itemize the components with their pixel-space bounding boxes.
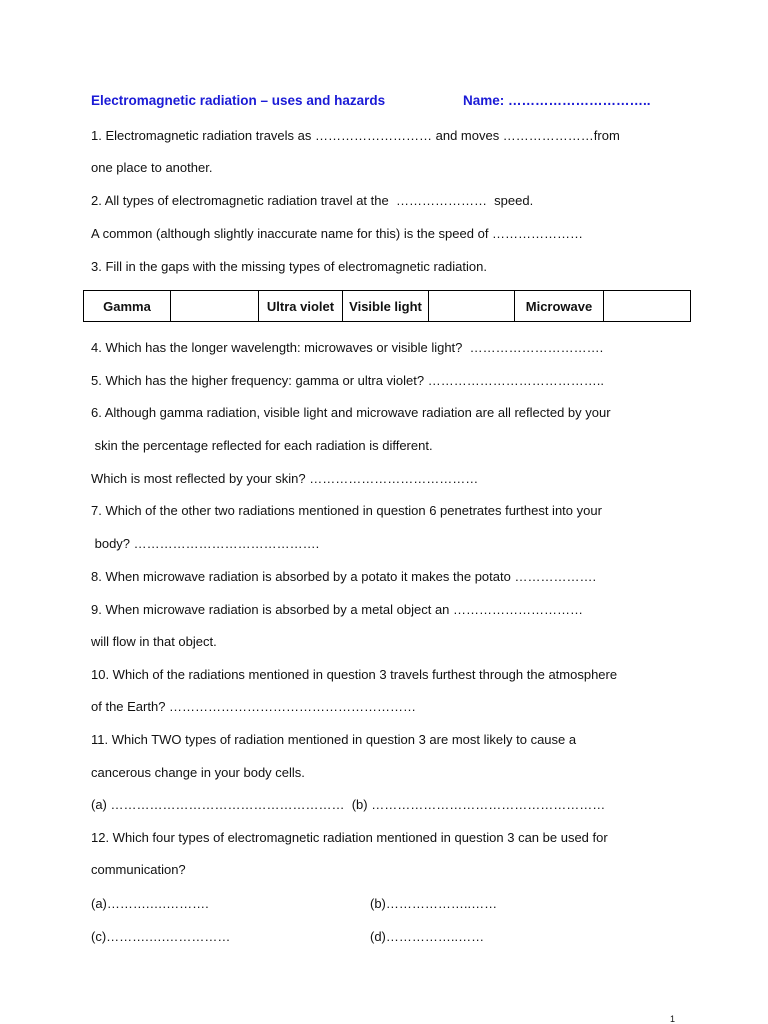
page-number: 1: [670, 1014, 676, 1024]
worksheet-title: Electromagnetic radiation – uses and hazards: [91, 93, 386, 108]
table-cell-blank-2: [429, 291, 515, 322]
table-cell-microwave: Microwave: [515, 291, 604, 322]
question-5-line: 5. Which has the higher frequency: gamma or ultra violet? …………………………………..: [91, 373, 604, 388]
answer-d: (d)……………..……: [370, 929, 485, 944]
question-7-line-1: 7. Which of the other two radiations mentioned in question 6 penetrates furthest into your: [91, 503, 602, 518]
question-12-line-2: communication?: [91, 862, 186, 877]
question-2-line-1: 2. All types of electromagnetic radiation travel at the ………………… speed.: [91, 193, 534, 208]
question-3-line: 3. Fill in the gaps with the missing types of electromagnetic radiation.: [91, 259, 487, 274]
question-1-line-1: 1. Electromagnetic radiation travels as ……………………… and moves …………………from: [91, 128, 620, 143]
question-4-line: 4. Which has the longer wavelength: microwaves or visible light? ………………………….: [91, 340, 604, 355]
answer-a: (a)……….….……….: [91, 896, 209, 911]
answer-c: (c)……….….……………: [91, 929, 231, 944]
em-spectrum-table: [83, 290, 691, 322]
question-6-line-2: skin the percentage reflected for each radiation is different.: [91, 438, 433, 453]
table-cell-gamma: Gamma: [84, 291, 171, 322]
question-12-line-1: 12. Which four types of electromagnetic radiation mentioned in question 3 can be used for: [91, 830, 608, 845]
question-11-answers: (a) ……………………………………………… (b) ………………………………………………: [91, 797, 606, 812]
table-cell-visible-light: Visible light: [343, 291, 429, 322]
table-cell-blank-1: [171, 291, 259, 322]
table-row: [84, 291, 691, 322]
question-2-line-2: A common (although slightly inaccurate name for this) is the speed of …………………: [91, 226, 584, 241]
answer-b: (b)………………..……: [370, 896, 498, 911]
question-11-line-1: 11. Which TWO types of radiation mentioned in question 3 are most likely to cause a: [91, 732, 577, 747]
question-8-line: 8. When microwave radiation is absorbed by a potato it makes the potato ……………….: [91, 569, 597, 584]
question-1-line-2: one place to another.: [91, 160, 213, 175]
table-cell-ultra-violet: Ultra violet: [259, 291, 343, 322]
table-cell-blank-3: [604, 291, 691, 322]
question-6-line-1: 6. Although gamma radiation, visible light and microwave radiation are all reflected by your: [91, 405, 611, 420]
question-6-line-3: Which is most reflected by your skin? …………………………………: [91, 471, 479, 486]
question-9-line-1: 9. When microwave radiation is absorbed by a metal object an …………………………: [91, 602, 584, 617]
question-10-line-1: 10. Which of the radiations mentioned in question 3 travels furthest through the atmosphere: [91, 667, 618, 682]
question-9-line-2: will flow in that object.: [91, 634, 217, 649]
question-11-line-2: cancerous change in your body cells.: [91, 765, 305, 780]
question-10-line-2: of the Earth? …………………………………………………: [91, 699, 417, 714]
name-field-label: Name: …………………………..: [463, 93, 651, 108]
question-7-line-2: body? …………………………………….: [91, 536, 320, 551]
